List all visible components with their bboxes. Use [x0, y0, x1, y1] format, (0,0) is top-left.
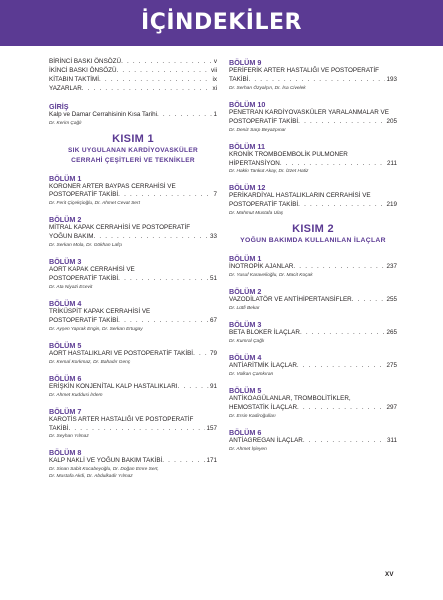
- chapter-title-line: VAZODİLATÖR VE ANTİHİPERTANSİFLER . . . 255: [229, 296, 397, 305]
- page-ref: 265: [386, 329, 397, 337]
- part-title: KISIM 1: [112, 132, 154, 145]
- chapter-title-line: KALP NAKLİ VE YOĞUN BAKIM TAKİBİ . . . 171: [49, 457, 217, 466]
- chapter-entry[interactable]: [49, 341, 217, 366]
- part-subtitle: CERRAHİ ÇEŞİTLERİ VE TEKNİKLER: [71, 156, 195, 164]
- chapter-heading: BÖLÜM 7: [49, 406, 82, 416]
- chapter-authors: Dr. Mustafa Akdi, Dr. Abdulkadir Yılmaz: [49, 474, 133, 480]
- chapter-authors: Dr. Volkan Çamkıran: [229, 371, 274, 377]
- chapter-title-line: TAKİBİ . . . 193: [229, 76, 397, 85]
- toc-entry[interactable]: Kalp ve Damar Cerrahisinin Kısa Tarihi . . . 1: [49, 111, 217, 120]
- chapter-authors: Dr. Ferit Çiçekçioğlu, Dr. Ahmet Cevat Sert: [49, 201, 140, 207]
- left-column: [49, 58, 217, 480]
- chapter-title-line: ANTİAGREGAN İLAÇLAR . . . 311: [229, 437, 397, 446]
- front-matter-list: [49, 58, 217, 94]
- chapter-title-line: ERİŞKİN KONJENİTAL KALP HASTALIKLARI . . . 91: [49, 383, 217, 392]
- chapter-title-line: YOĞUN BAKIM . . . 33: [49, 233, 217, 242]
- chapter-authors: Dr. Deniz Sarp Beyazpınar: [229, 127, 286, 133]
- chapter-title-line: HEMOSTATİK İLAÇLAR . . . 297: [229, 404, 397, 413]
- chapter-heading: BÖLÜM 3: [49, 257, 82, 267]
- chapter-heading: BÖLÜM 11: [229, 141, 265, 151]
- page-number: XV: [385, 571, 394, 578]
- chapter-title-line: ANTİARİTMİK İLAÇLAR . . . 275: [229, 362, 397, 371]
- page-ref: 219: [386, 201, 397, 209]
- chapter-entry[interactable]: [229, 287, 397, 312]
- chapter-entry[interactable]: [229, 428, 397, 453]
- page-ref: 67: [209, 316, 217, 324]
- chapter-heading: BÖLÜM 5: [229, 385, 262, 395]
- chapter-entry[interactable]: [49, 257, 217, 291]
- chapter-authors: Dr. Seyhan Yılmaz: [49, 434, 89, 440]
- chapter-heading: BÖLÜM 2: [229, 287, 262, 297]
- page-ref: 211: [386, 159, 397, 167]
- chapter-title-line: İNOTROPİK AJANLAR . . . 237: [229, 263, 397, 272]
- page-ref: 297: [386, 403, 397, 411]
- page-ref: 7: [213, 191, 217, 199]
- chapter-title: KAROTİS ARTER HASTALIĞI VE POSTOPERATİF: [49, 415, 194, 423]
- page-ref: 275: [386, 361, 397, 369]
- chapter-authors: Dr. Sinan Sabit Kocabeyoğlu, Dr. Doğan Emre Sert,: [49, 467, 159, 473]
- chapter-heading: BÖLÜM 6: [229, 427, 262, 437]
- chapter-entry[interactable]: [49, 407, 217, 441]
- chapter-title: KRONİK TROMBOEMBOLİK PULMONER: [229, 150, 348, 158]
- chapter-entry[interactable]: [229, 386, 397, 420]
- chapter-title-line: POSTOPERATİF TAKİBİ . . . 7: [49, 191, 217, 200]
- chapter-entry[interactable]: [229, 100, 397, 134]
- right-chapter-list: [229, 58, 397, 217]
- chapter-authors: Dr. Kerim Çağlı: [49, 120, 82, 126]
- toc-entry[interactable]: KİTABIN TAKTİMİ . . . ix: [49, 76, 217, 85]
- part-subtitle: YOĞUN BAKIMDA KULLANILAN İLAÇLAR: [240, 237, 386, 245]
- page-ref: 51: [209, 275, 217, 283]
- part-1-header: [49, 133, 217, 166]
- page-ref: 255: [386, 296, 397, 304]
- chapter-heading: BÖLÜM 6: [49, 373, 82, 383]
- chapter-title: ANTİKOAGÜLANLAR, TROMBOLİTİKLER,: [229, 394, 351, 402]
- chapter-heading: BÖLÜM 4: [49, 298, 82, 308]
- chapter-authors: Dr. Yusuf Karavelioğlu, Dr. Macit Koçak: [229, 273, 313, 279]
- page-ref: 237: [386, 263, 397, 271]
- intro-section: [49, 102, 217, 127]
- chapter-entry[interactable]: [49, 215, 217, 249]
- chapter-entry[interactable]: [229, 353, 397, 378]
- chapter-entry[interactable]: [49, 448, 217, 480]
- part-subtitle: SIK UYGULANAN KARDİYOVASKÜLER: [68, 146, 198, 154]
- right-chapter-list: [229, 254, 397, 452]
- chapter-entry[interactable]: [229, 142, 397, 176]
- chapter-title-line: POSTOPERATİF TAKİBİ . . . 67: [49, 317, 217, 326]
- chapter-title: AORT KAPAK CERRAHİSİ VE: [49, 266, 135, 274]
- chapter-heading: BÖLÜM 9: [229, 58, 262, 67]
- page-ref: 157: [206, 424, 217, 432]
- left-chapter-list: [49, 174, 217, 481]
- page-ref: 33: [209, 233, 217, 241]
- chapter-authors: Dr. Mahmut Mustafa Ulaş: [229, 211, 284, 217]
- chapter-authors: Dr. Serhan Özyalçın, Dr. İsa Civelek: [229, 85, 306, 91]
- chapter-authors: Dr. Ahmet Kuddusi İrdem: [49, 392, 103, 398]
- chapter-title-line: POSTOPERATİF TAKİBİ . . . 219: [229, 201, 397, 210]
- chapter-title-line: POSTOPERATİF TAKİBİ . . . 51: [49, 275, 217, 284]
- page-ref: 205: [386, 117, 397, 125]
- page-ref: 91: [209, 382, 217, 390]
- chapter-entry[interactable]: [229, 58, 397, 92]
- chapter-entry[interactable]: [229, 320, 397, 345]
- chapter-authors: Dr. Kemal Korkmaz, Dr. Bahadır Genç: [49, 359, 131, 365]
- chapter-heading: BÖLÜM 12: [229, 183, 266, 193]
- chapter-entry[interactable]: [229, 183, 397, 217]
- chapter-heading: BÖLÜM 10: [229, 99, 266, 109]
- chapter-heading: BÖLÜM 1: [49, 173, 82, 183]
- chapter-title-line: HİPERTANSİYON . . . 211: [229, 160, 397, 169]
- chapter-title: PERİKARDİYAL HASTALIKLARIN CERRAHİSİ VE: [229, 192, 371, 200]
- chapter-entry[interactable]: [49, 174, 217, 208]
- toc-entry[interactable]: YAZARLAR . . . xi: [49, 85, 217, 94]
- chapter-title: MİTRAL KAPAK CERRAHİSİ VE POSTOPERATİF: [49, 224, 191, 232]
- chapter-title-line: POSTOPERATİF TAKİBİ . . . 205: [229, 118, 397, 127]
- chapter-authors: Dr. Hakkı Tankut Akay, Dr. İzzet Hatiz: [229, 169, 309, 175]
- chapter-heading: BÖLÜM 8: [49, 448, 82, 458]
- chapter-title: PERİFERİK ARTER HASTALIĞI VE POSTOPERATİF: [229, 67, 379, 74]
- part-2-header: [229, 223, 397, 246]
- chapter-heading: BÖLÜM 2: [49, 215, 82, 225]
- chapter-authors: Dr. Lütfi Bekar: [229, 306, 260, 312]
- page-ref: 311: [386, 436, 397, 444]
- chapter-title: KORONER ARTER BAYPAS CERRAHİSİ VE: [49, 182, 176, 190]
- chapter-authors: Dr. Ersin Kadiroğulları: [229, 413, 276, 419]
- chapter-authors: Dr. Ahmet İşleyen: [229, 446, 267, 452]
- chapter-title-line: AORT HASTALIKLARI VE POSTOPERATİF TAKİBİ . . . 79: [49, 350, 217, 359]
- chapter-authors: Dr. Serkan Mola, Dr. Gökhan Lafçı: [49, 243, 123, 249]
- chapter-title: PENETRAN KARDİYOVASKÜLER YARALANMALAR VE: [229, 108, 389, 116]
- chapter-heading: BÖLÜM 1: [229, 254, 262, 264]
- page-ref: 193: [386, 75, 397, 83]
- chapter-title-line: TAKİBİ . . . 157: [49, 425, 217, 434]
- toc-entry[interactable]: İKİNCİ BASKI ÖNSÖZÜ . . . vii: [49, 67, 217, 76]
- chapter-authors: Dr. Kumral Çağlı: [229, 338, 265, 344]
- chapter-entry[interactable]: [49, 374, 217, 399]
- chapter-title: TRİKÜSPİT KAPAK CERRAHİSİ VE: [49, 307, 151, 315]
- page-ref: 79: [209, 349, 217, 357]
- chapter-entry[interactable]: [49, 299, 217, 333]
- intro-heading: GİRİŞ: [49, 101, 69, 111]
- page-ref: 171: [206, 457, 217, 465]
- chapter-title-line: BETA BLOKER İLAÇLAR . . . 265: [229, 329, 397, 338]
- right-column: [229, 58, 397, 453]
- chapter-heading: BÖLÜM 5: [49, 340, 82, 350]
- chapter-entry[interactable]: [229, 254, 397, 279]
- chapter-authors: Dr. Ayşen Yaprak Engin, Dr. Serkan Ertugay: [49, 326, 143, 332]
- toc-entry[interactable]: BİRİNCİ BASKI ÖNSÖZÜ . . . v: [49, 58, 217, 67]
- chapter-heading: BÖLÜM 3: [229, 320, 262, 330]
- part-title: KISIM 2: [292, 223, 334, 236]
- page-title: İÇİNDEKİLER: [141, 10, 302, 35]
- header-banner: [0, 0, 443, 46]
- chapter-heading: BÖLÜM 4: [229, 352, 262, 362]
- chapter-authors: Dr. Ata Niyazi Ecevit: [49, 284, 93, 290]
